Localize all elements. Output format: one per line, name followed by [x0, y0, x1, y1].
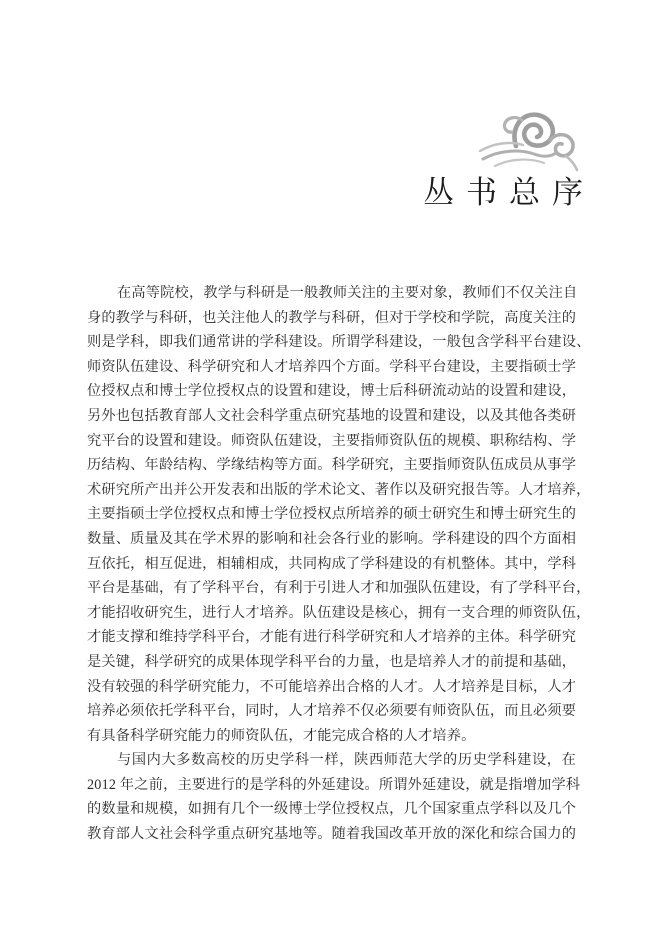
text-line: 的数量和规模，如拥有几个一级博士学位授权点，几个国家重点学科以及几个 — [87, 801, 577, 818]
text-line: 才能支撑和维持学科平台，才能有进行科学研究和人才培养的主体。科学研究 — [87, 629, 577, 646]
text-line: 在高等院校，教学与科研是一般教师关注的主要对象，教师们不仅关注自 — [117, 285, 578, 301]
text-line: 互依托，相互促进，相辅相成，共同构成了学科建设的有机整体。其中，学科 — [87, 555, 577, 572]
text-line: 才能招收研究生，进行人才培养。队伍建设是核心，拥有一支合理的师资队伍， — [87, 604, 591, 621]
text-line: 没有较强的科学研究能力，不可能培养出合格的人才。人才培养是目标，人才 — [87, 678, 577, 695]
paragraph — [87, 748, 581, 846]
text-line: 平台是基础，有了学科平台，有利于引进人才和加强队伍建设，有了学科平台， — [87, 580, 591, 597]
text-line: 2012 年之前，主要进行的是学科的外延建设。所谓外延建设，就是指增加学科 — [87, 776, 581, 793]
text-line: 历结构、年龄结构、学缘结构等方面。科学研究，主要指师资队伍成员从事学 — [87, 457, 577, 474]
body-text — [87, 281, 591, 847]
text-line: 是关键，科学研究的成果体现学科平台的力量，也是培养人才的前提和基础， — [87, 653, 577, 670]
page-title: 丛书总序 — [423, 175, 595, 211]
text-line: 有具备科学研究能力的师资队伍，才能完成合格的人才培养。 — [87, 727, 476, 744]
text-line: 与国内大多数高校的历史学科一样，陕西师范大学的历史学科建设，在 — [117, 752, 576, 769]
text-line: 培养必须依托学科平台，同时，人才培养不仅必须要有师资队伍，而且必须要 — [87, 703, 577, 720]
text-line: 术研究所产出并公开发表和出版的学术论文、著作以及研究报告等。人才培养， — [87, 481, 591, 498]
auspicious-cloud-icon — [478, 104, 580, 174]
text-line: 数量、质量及其在学术界的影响和社会各行业的影响。学科建设的四个方面相 — [87, 530, 577, 547]
text-line: 主要指硕士学位授权点和博士学位授权点所培养的硕士研究生和博士研究生的 — [87, 506, 577, 523]
paragraph — [87, 281, 591, 748]
text-line: 身的教学与科研，也关注他人的教学与科研，但对于学校和学院，高度关注的 — [87, 309, 577, 326]
text-line: 则是学科，即我们通常讲的学科建设。所谓学科建设，一般包含学科平台建设、 — [87, 334, 591, 351]
text-line: 究平台的设置和建设。师资队伍建设，主要指师资队伍的规模、职称结构、学 — [87, 432, 577, 449]
text-line: 位授权点和博士学位授权点的设置和建设，博士后科研流动站的设置和建设， — [87, 383, 577, 400]
text-line: 另外也包括教育部人文社会科学重点研究基地的设置和建设，以及其他各类研 — [87, 407, 577, 424]
text-line: 教育部人文社会科学重点研究基地等。随着我国改革开放的深化和综合国力的 — [87, 826, 577, 843]
text-line: 师资队伍建设、科学研究和人才培养四个方面。学科平台建设，主要指硕士学 — [87, 358, 577, 375]
